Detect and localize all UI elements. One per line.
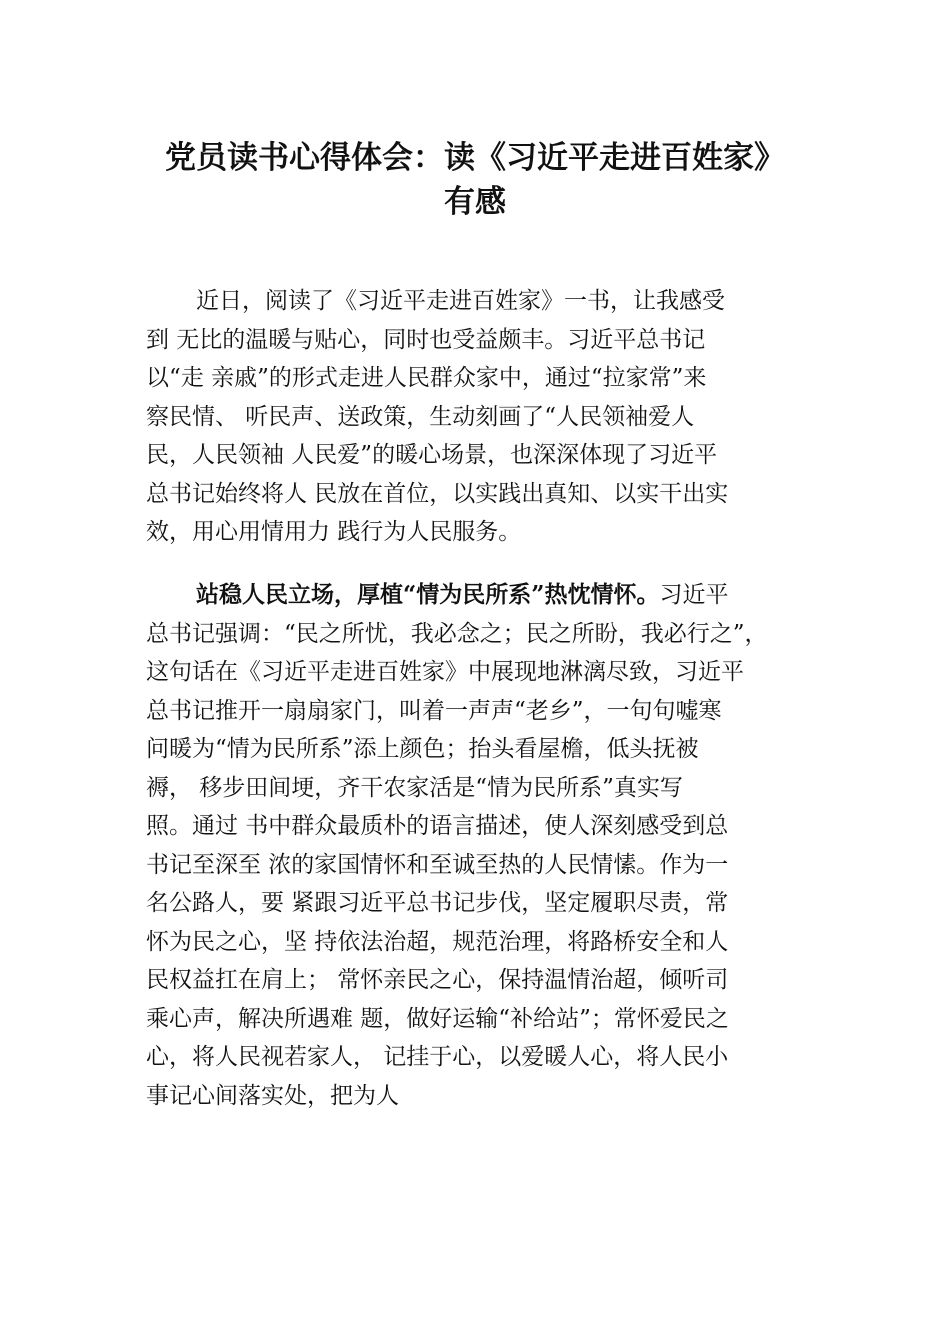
paragraph-line: 民，人民领袖 人民爱”的暖心场景，也深深体现了习近平 bbox=[146, 442, 718, 468]
paragraph-line: 总书记推开一扇扇家门，叫着一声声“老乡”，一句句嘘寒 bbox=[146, 697, 722, 724]
paragraph-line: 心，将人民视若家人， 记挂于心，以爱暖人心，将人民小 bbox=[146, 1044, 729, 1070]
paragraph-line: 总书记强调：“民之所忧，我必念之；民之所盼，我必行之”， bbox=[146, 620, 768, 647]
paragraph-line: 近日，阅读了《习近平走进百姓家》一书，让我感受 bbox=[196, 288, 725, 314]
document-title bbox=[110, 136, 840, 224]
paragraph-line: 怀为民之心，坚 持依法治超，规范治理，将路桥安全和人 bbox=[146, 928, 729, 955]
paragraph-line: 名公路人，要 紧跟习近平总书记步伐，坚定履职尽责，常 bbox=[146, 890, 729, 916]
paragraph-line: 照。通过 书中群众最质朴的语言描述，使人深刻感受到总 bbox=[146, 813, 729, 839]
paragraph-line: 这句话在《习近平走进百姓家》中展现地淋漓尽致，习近平 bbox=[146, 659, 744, 685]
paragraph-intro bbox=[146, 282, 814, 552]
paragraph-line: 问暖为“情为民所系”添上颜色；抬头看屋檐，低头抚被 bbox=[146, 736, 699, 762]
paragraph-line: 民权益扛在肩上； 常怀亲民之心，保持温情治超，倾听司 bbox=[146, 967, 729, 993]
paragraph-line: 以“走 亲戚”的形式走进人民群众家中，通过“拉家常”来 bbox=[146, 365, 707, 391]
title-line: 有感 bbox=[444, 184, 506, 220]
paragraph-line: 总书记始终将人 民放在首位，以实践出真知、以实干出实 bbox=[146, 480, 729, 507]
paragraph-line bbox=[146, 576, 814, 615]
paragraph-line: 到 无比的温暖与贴心，同时也受益颇丰。习近平总书记 bbox=[146, 326, 706, 353]
title-line: 党员读书心得体会：读《习近平走进百姓家》 bbox=[165, 140, 785, 176]
paragraph-section-1 bbox=[146, 576, 814, 1115]
section-heading-continuation: 习近平 bbox=[659, 582, 729, 608]
paragraph-line: 褥， 移步田间埂，齐干农家活是“情为民所系”真实写 bbox=[146, 774, 683, 801]
paragraph-line: 事记心间落实处，把为人 bbox=[146, 1082, 399, 1109]
section-heading: 站稳人民立场，厚植“情为民所系”热忱情怀。 bbox=[196, 581, 660, 608]
paragraph-line: 书记至深至 浓的家国情怀和至诚至热的人民情愫。作为一 bbox=[146, 851, 729, 878]
paragraph-line: 乘心声，解决所遇难 题，做好运输“补给站”；常怀爱民之 bbox=[146, 1005, 729, 1032]
paragraph-line: 效，用心用情用力 践行为人民服务。 bbox=[146, 519, 522, 545]
paragraph-line: 察民情、 听民声、送政策，生动刻画了“人民领袖爱人 bbox=[146, 403, 695, 430]
